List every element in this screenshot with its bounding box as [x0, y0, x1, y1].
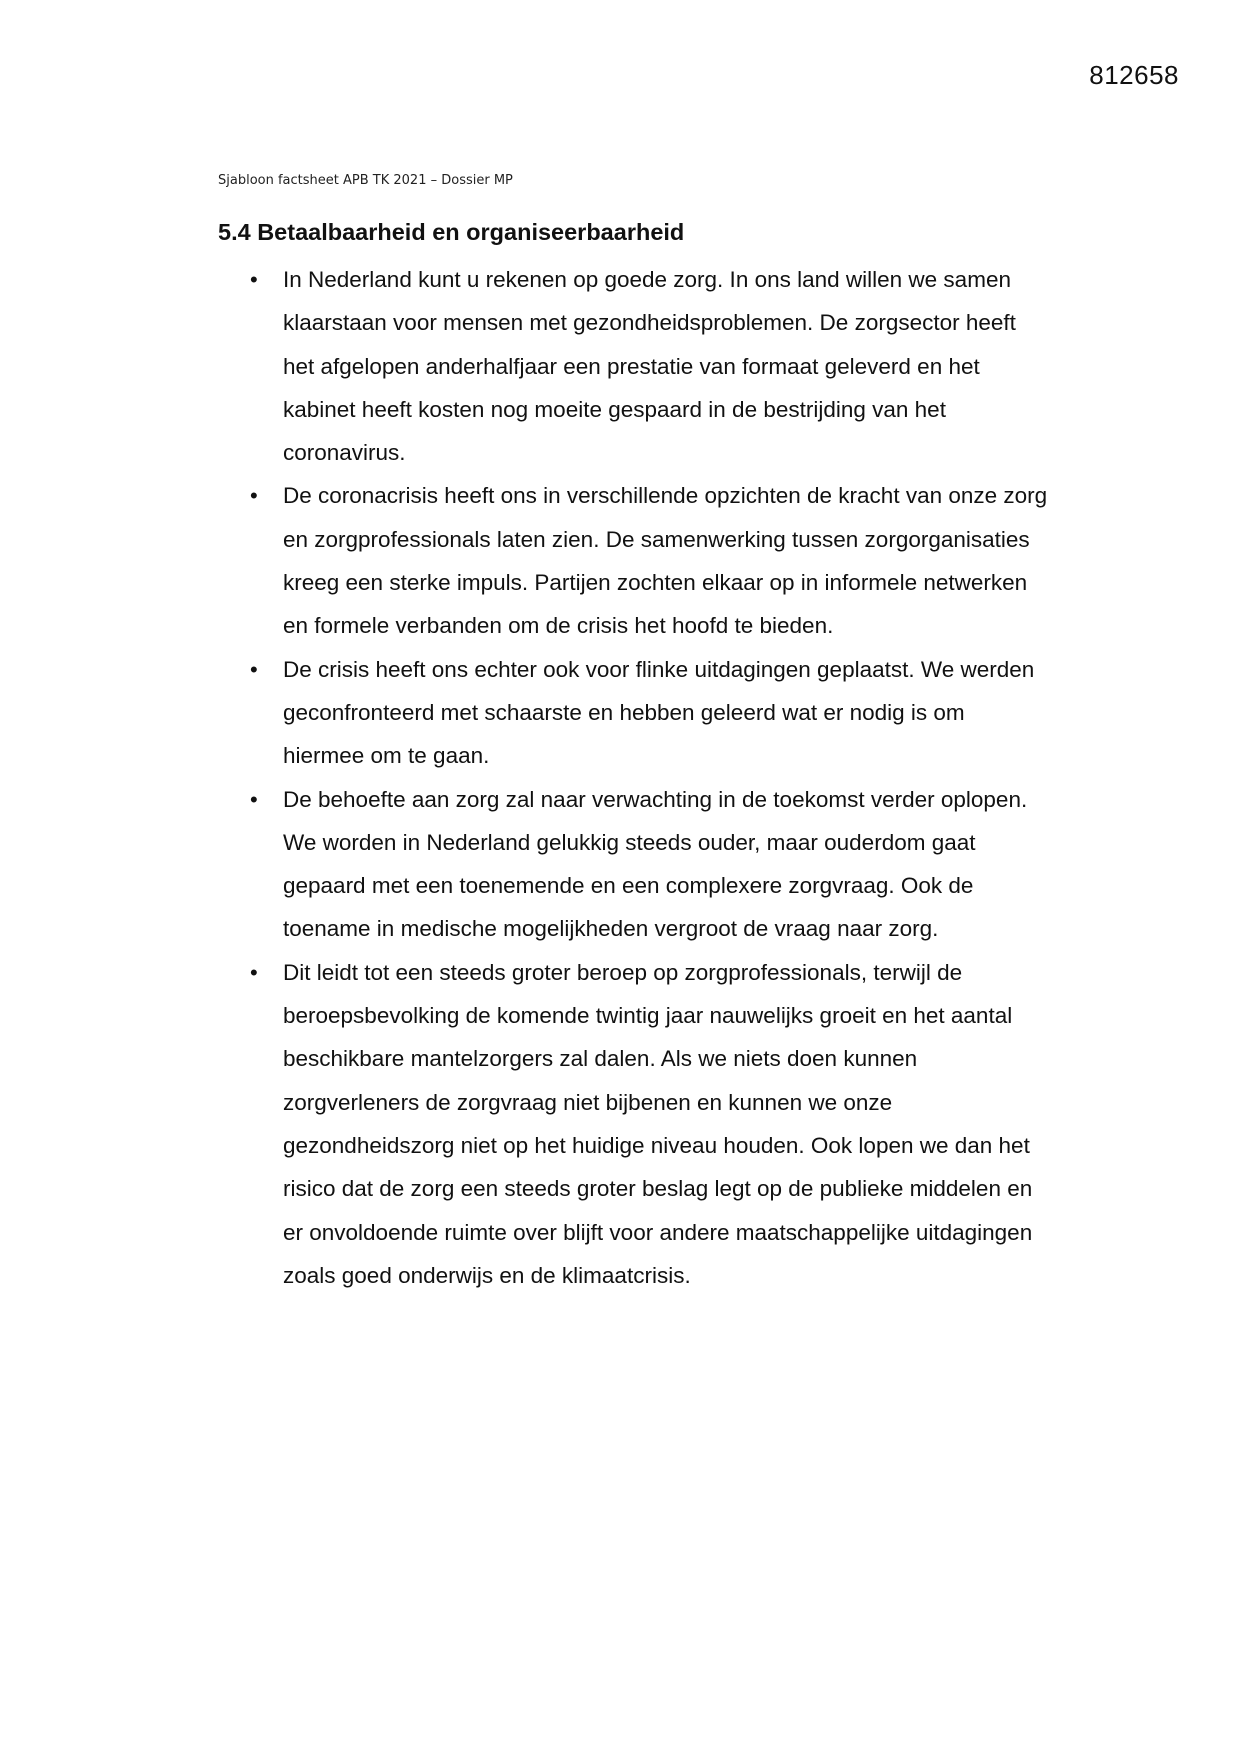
bullet-icon: •	[250, 483, 258, 509]
document-header: Sjabloon factsheet APB TK 2021 – Dossier MP	[218, 173, 513, 188]
document-number: 812658	[1089, 60, 1179, 90]
bullet-icon: •	[250, 786, 258, 812]
list-item-text: De behoefte aan zorg zal naar verwachting in de toekomst verder oplopen. We worden in Nederland gelukkig steeds ouder, maar ouderdom gaat gepaard met een toenemende en een complexere zorgvraag. Ook de toename in medische mogelijkheden vergroot de vraag naar zorg.	[283, 786, 1028, 942]
list-item-text: In Nederland kunt u rekenen op goede zorg. In ons land willen we samen klaarstaan voor mensen met gezondheidsproblemen. De zorgsector heeft het afgelopen anderhalfjaar een prestatie van formaat geleverd en het kabinet heeft kosten nog moeite gespaard in de bestrijding van het coronavirus.	[283, 267, 1016, 466]
list-item	[250, 474, 1050, 647]
bullet-icon: •	[250, 267, 258, 292]
list-item	[250, 648, 1050, 778]
list-item-text: De crisis heeft ons echter ook voor flinke uitdagingen geplaatst. We werden geconfronteerd met schaarste en hebben geleerd wat er nodig is om hiermee om te gaan.	[283, 656, 1035, 769]
bullet-icon: •	[250, 959, 258, 985]
list-item-text: De coronacrisis heeft ons in verschillende opzichten de kracht van onze zorg en zorgprofessionals laten zien. De samenwerking tussen zorgorganisaties kreeg een sterke impuls. Partijen zochten elkaar op in informele netwerken en formele verbanden om de crisis het hoofd te bieden.	[283, 483, 1048, 639]
bullet-list	[250, 258, 1050, 1297]
list-item	[250, 951, 1050, 1297]
list-item	[250, 258, 1050, 474]
bullet-icon: •	[250, 656, 258, 682]
list-item-text: Dit leidt tot een steeds groter beroep op zorgprofessionals, terwijl de beroepsbevolking de komende twintig jaar nauwelijks groeit en het aantal beschikbare mantelzorgers zal dalen. Als we niets doen kunnen zorgverleners de zorgvraag niet bijbenen en kunnen we onze gezondheidszorg niet op het huidige niveau houden. Ook lopen we dan het risico dat de zorg een steeds groter beslag legt op de publieke middelen en er onvoldoende ruimte over blijft voor andere maatschappelijke uitdagingen zoals goed onderwijs en de klimaatcrisis.	[283, 959, 1033, 1288]
section-title: 5.4 Betaalbaarheid en organiseerbaarheid	[218, 219, 685, 245]
list-item	[250, 778, 1050, 951]
